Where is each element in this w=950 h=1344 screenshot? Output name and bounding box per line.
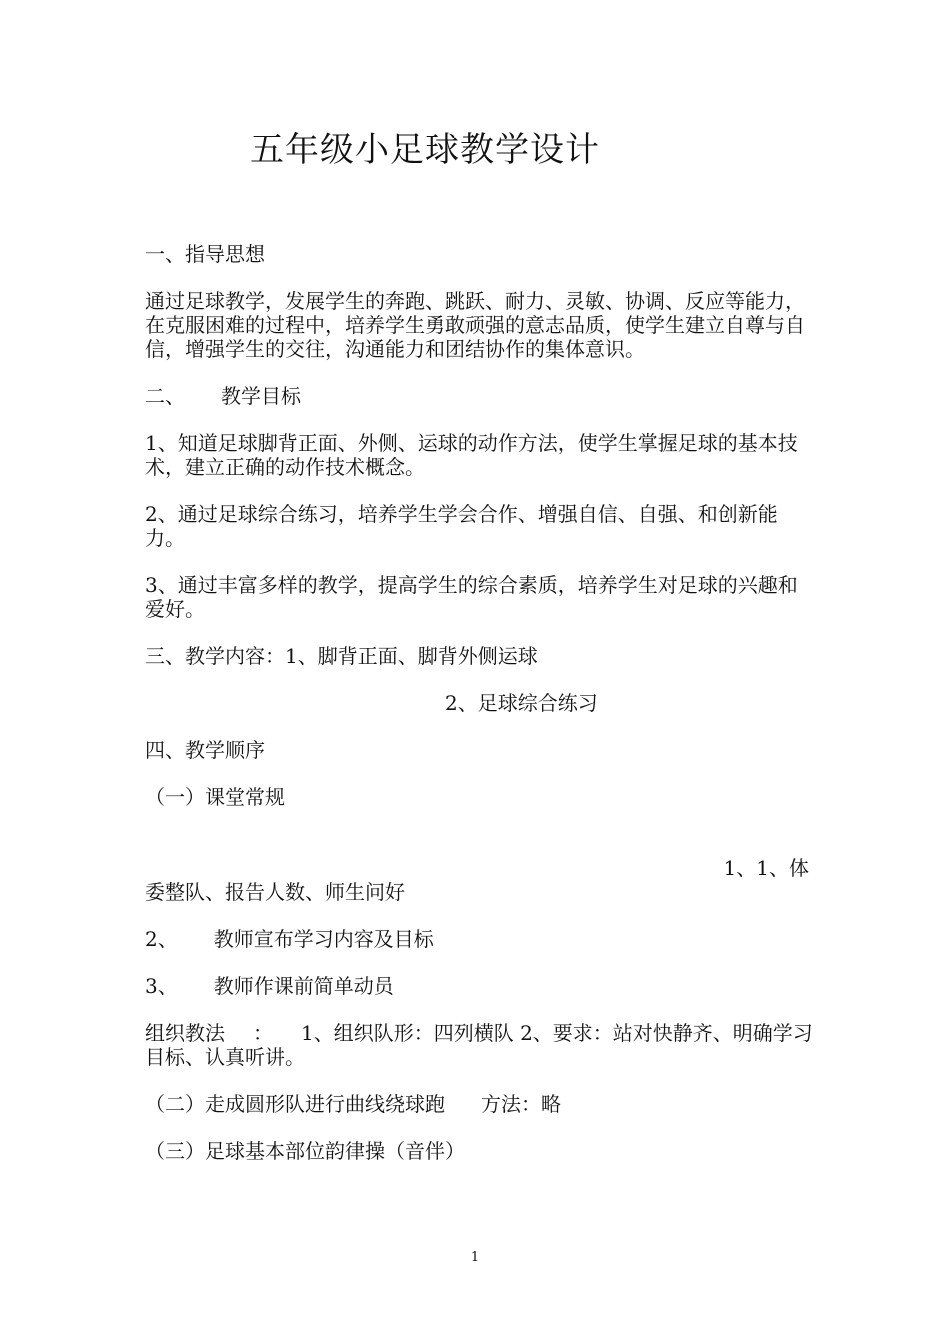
item-number: 2、 [145,927,178,951]
section-number: 二、 [145,384,185,408]
subsection-rhythm-exercise: （三）足球基本部位韵律操（音伴） [145,1139,465,1163]
paragraph-guiding-ideas: 通过足球教学，发展学生的奔跑、跳跃、耐力、灵敏、协调、反应等能力，在克服困难的过程中，培养学生勇敢顽强的意志品质，使学生建立自尊与自信，增强学生的交往，沟通能力和团结协作的集体意识。 [145,289,805,361]
goal-item-2: 2、通过足球综合练习，培养学生学会合作、增强自信、自强、和创新能力。 [145,502,778,550]
routine-item-1 [145,856,815,904]
subsection-circle-run [145,1092,815,1116]
goal-item-3: 3、通过丰富多样的教学，提高学生的综合素质，培养学生对足球的兴趣和爱好。 [145,573,798,621]
routine-item-1-line2: 委整队、报告人数、师生问好 [145,880,405,904]
goal-item-1: 1、知道足球脚背正面、外侧、运球的动作方法，使学生掌握足球的基本技术，建立正确的动作技术概念。 [145,431,798,479]
subsection-circle-run-title: （二）走成圆形队进行曲线绕球跑 [145,1092,445,1116]
routine-item-3 [145,974,815,998]
document-body [145,242,815,1186]
teaching-content-item-2: 2、足球综合练习 [445,691,598,715]
organization-text: 1、组织队形：四列横队 2、要求：站对快静齐、明确学习目标、认真听讲。 [145,1021,813,1069]
section-heading-guiding-ideas: 一、指导思想 [145,242,265,266]
section-heading-teaching-order: 四、教学顺序 [145,738,265,762]
item-label: 教师作课前简单动员 [213,974,394,998]
routine-item-2 [145,927,815,951]
section-heading-teaching-goals [145,384,815,408]
item-label: 教师宣布学习内容及目标 [213,927,434,951]
organization-method [145,1021,815,1069]
document-title: 五年级小足球教学设计 [250,130,600,170]
subsection-classroom-routine: （一）课堂常规 [145,785,285,809]
item-number: 3、 [145,974,178,998]
organization-colon: ： [253,1021,273,1045]
page-number: 1 [470,1250,480,1265]
organization-label: 组织教法 [145,1021,225,1045]
section-heading-teaching-content: 三、教学内容：1、脚背正面、脚背外侧运球 [145,644,538,668]
routine-item-1-line1: 1、1、体 [723,856,809,880]
section-label: 教学目标 [221,384,301,408]
subsection-circle-run-method: 方法：略 [481,1092,561,1116]
